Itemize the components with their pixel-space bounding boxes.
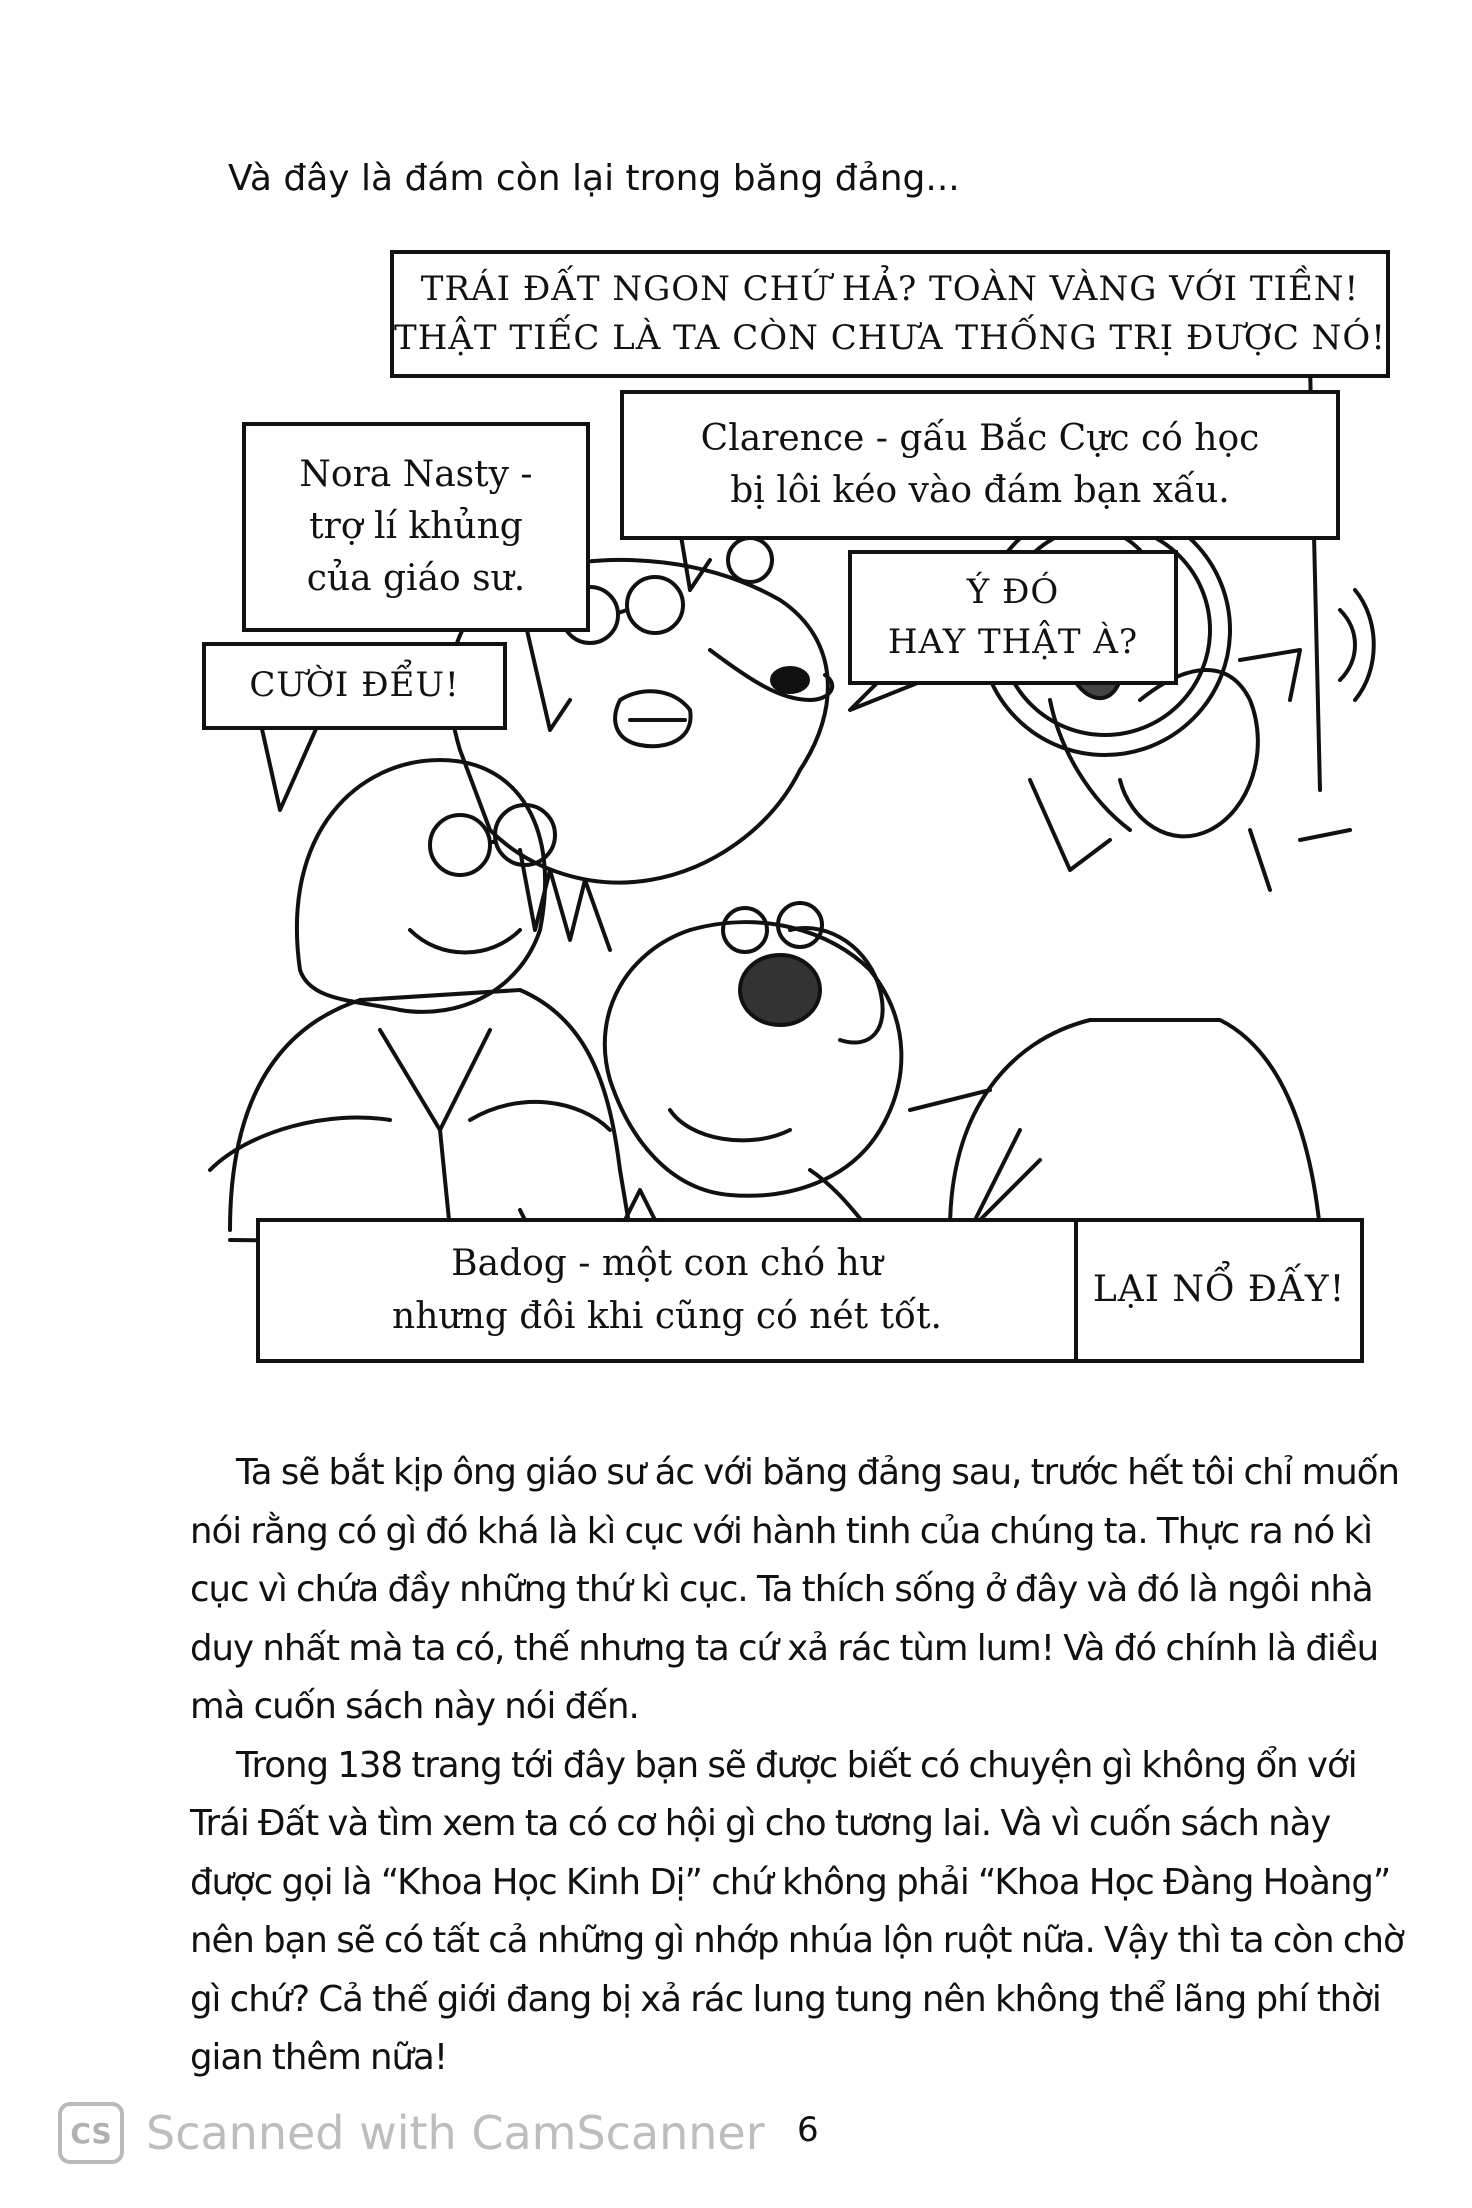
nora-line-1: Nora Nasty - <box>299 453 533 495</box>
nora-line-3: của giáo sư. <box>306 558 526 600</box>
clarence-line-1: Clarence - gấu Bắc Cực có học <box>700 417 1260 459</box>
boss-line-2: THẬT TIẾC LÀ TA CÒN CHƯA THỐNG TRỊ ĐƯỢC NÓ! <box>394 318 1386 358</box>
explode-text: LẠI NỔ ĐẤY! <box>1092 1269 1346 1311</box>
scanner-label: Scanned with CamScanner <box>146 2106 765 2160</box>
badog-character <box>605 903 902 1230</box>
boss-line-1: TRÁI ĐẤT NGON CHỨ HẢ? TOÀN VÀNG VỚI TIỀN! <box>420 268 1360 309</box>
badog-caption-bubble <box>256 1218 1078 1363</box>
paragraph-2: Trong 138 trang tới đây bạn sẽ được biết có chuyện gì không ổn với Trái Đất và tìm xem ta có cơ hội gì cho tương lai. Và vì cuốn sách này được gọi là “Khoa Học Kinh Dị” chứ không phải “Khoa Học Đàng Hoàng” nên bạn sẽ có tất cả những gì nhớp nhúa lộn ruột nữa. Vậy thì ta còn chờ gì chứ? Cả thế giới đang bị xả rác lung tung nên không thể lãng phí thời gian thêm nữa! <box>190 1744 1404 2078</box>
clarence-caption-bubble <box>620 390 1340 540</box>
body-text <box>190 1444 1420 2088</box>
paragraph-1: Ta sẽ bắt kịp ông giáo sư ác với băng đảng sau, trước hết tôi chỉ muốn nói rằng có gì đó khá là kì cục với hành tinh của chúng ta. Thực ra nó kì cục vì chứa đầy những thứ kì cục. Ta thích sống ở đây và đó là ngôi nhà duy nhất mà ta có, thế nhưng ta cứ xả rác tùm lum! Và đó chính là điều mà cuốn sách này nói đến. <box>190 1452 1399 1727</box>
intro-line: Và đây là đám còn lại trong băng đảng... <box>228 158 960 199</box>
camscanner-logo-icon: CS <box>58 2102 124 2164</box>
nora-character <box>210 760 630 1230</box>
boss-speech-bubble <box>390 250 1390 378</box>
badog-line-2: nhưng đôi khi cũng có nét tốt. <box>392 1295 942 1337</box>
idea-speech-bubble <box>848 550 1178 685</box>
explode-speech-bubble <box>1074 1218 1364 1363</box>
idea-line-1: Ý ĐÓ <box>966 572 1060 613</box>
laugh-text: CƯỜI ĐỂU! <box>249 665 460 706</box>
comic-panel <box>190 230 1390 1390</box>
badog-line-1: Badog - một con chó hư <box>451 1243 883 1285</box>
laugh-bubble-tail <box>260 720 320 810</box>
explode-bubble-tail <box>970 1130 1040 1230</box>
page-number: 6 <box>797 2110 819 2150</box>
nora-line-2: trợ lí khủng <box>309 505 523 547</box>
laugh-speech-bubble <box>202 642 507 730</box>
scanner-watermark <box>58 2098 765 2168</box>
clarence-line-2: bị lôi kéo vào đám bạn xấu. <box>730 470 1230 511</box>
idea-line-2: HAY THẬT À? <box>887 621 1139 662</box>
nora-caption-bubble <box>242 422 590 632</box>
